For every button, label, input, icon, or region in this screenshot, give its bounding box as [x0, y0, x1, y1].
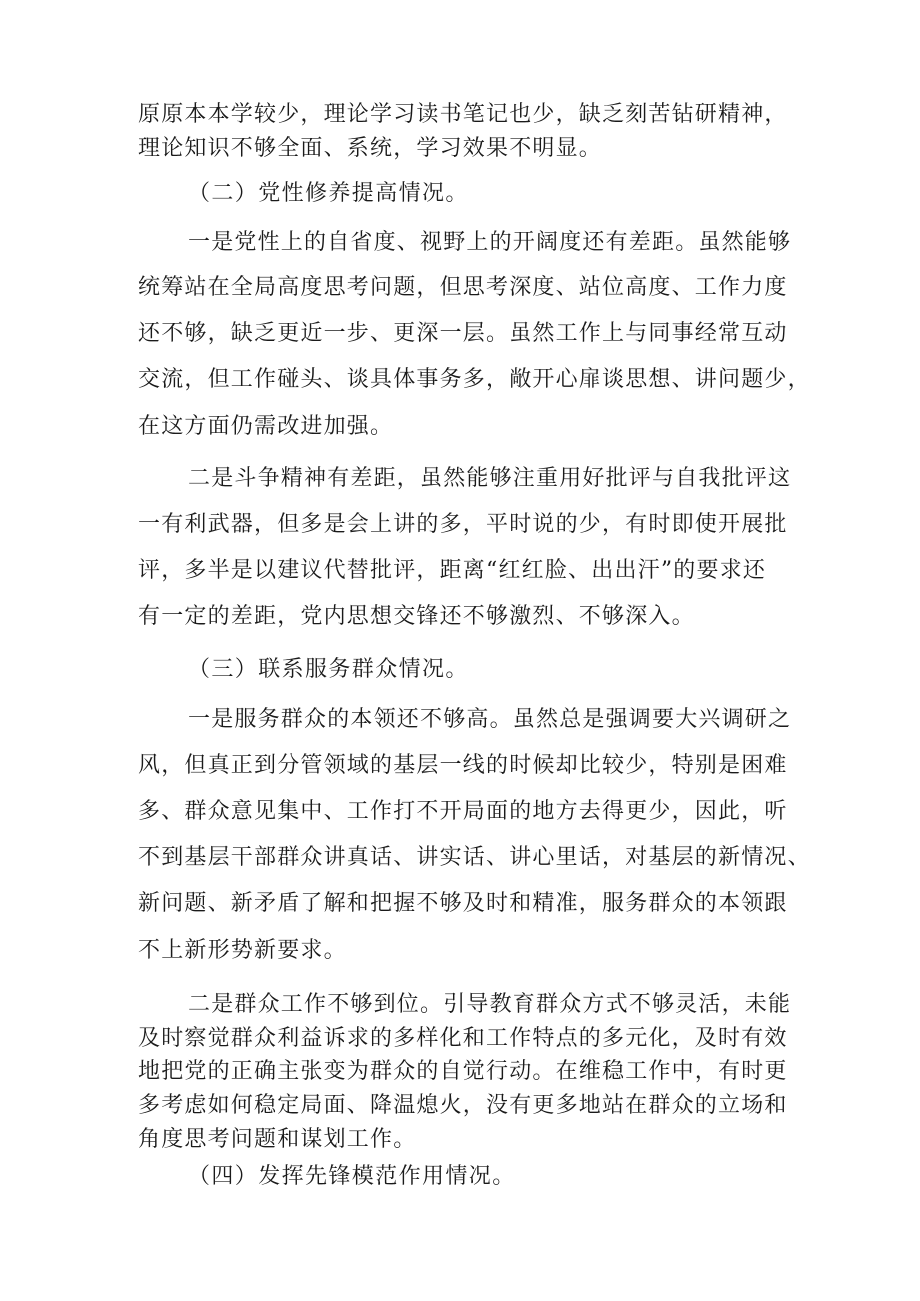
body-line: 一是党性上的自省度、视野上的开阔度还有差距。虽然能够 [188, 230, 792, 255]
body-line: 一有利武器，但多是会上讲的多，平时说的少，有时即使开展批 [138, 512, 788, 537]
body-line: 新问题、新矛盾了解和把握不够及时和精准，服务群众的本领跟 [138, 891, 788, 916]
body-line: 评，多半是以建议代替批评，距离“红红脸、出出汗”的要求还 [138, 558, 767, 583]
body-line: 有一定的差距，党内思想交锋还不够激烈、不够深入。 [138, 604, 695, 629]
body-line: 风，但真正到分管领域的基层一线的时候却比较少，特别是困难 [138, 753, 788, 778]
section-heading: （二）党性修养提高情况。 [188, 181, 469, 206]
body-line: 统筹站在全局高度思考问题，但思考深度、站位高度、工作力度 [138, 275, 788, 300]
body-line: 不到基层干部群众讲真话、讲实话、讲心里话，对基层的新情况、 [138, 845, 811, 870]
body-line: 地把党的正确主张变为群众的自觉行动。在维稳工作中，有时更 [138, 1059, 788, 1084]
body-line: 在这方面仍需改进加强。 [138, 414, 394, 439]
body-line: 一是服务群众的本领还不够高。虽然总是强调要大兴调研之 [188, 707, 792, 732]
body-line: 二是斗争精神有差距，虽然能够注重用好批评与自我批评这 [188, 466, 792, 491]
body-line: 还不够，缺乏更近一步、更深一层。虽然工作上与同事经常互动 [138, 321, 788, 346]
section-heading: （四）发挥先锋模范作用情况。 [188, 1164, 516, 1189]
body-line: 多考虑如何稳定局面、降温熄火，没有更多地站在群众的立场和 [138, 1093, 788, 1118]
body-line: 及时察觉群众利益诉求的多样化和工作特点的多元化，及时有效 [138, 1026, 788, 1051]
body-line: 角度思考问题和谋划工作。 [138, 1127, 417, 1152]
body-line: 二是群众工作不够到位。引导教育群众方式不够灵活，未能 [188, 992, 792, 1017]
body-line: 交流，但工作碰头、谈具体事务多，敞开心扉谈思想、讲问题少， [138, 367, 811, 392]
body-line: 原原本本学较少，理论学习读书笔记也少，缺乏刻苦钻研精神， [138, 102, 788, 127]
body-line: 理论知识不够全面、系统，学习效果不明显。 [138, 136, 603, 161]
section-heading: （三）联系服务群众情况。 [188, 657, 469, 682]
body-line: 不上新形势新要求。 [138, 938, 347, 963]
body-line: 多、群众意见集中、工作打不开局面的地方去得更少，因此，听 [138, 799, 788, 824]
